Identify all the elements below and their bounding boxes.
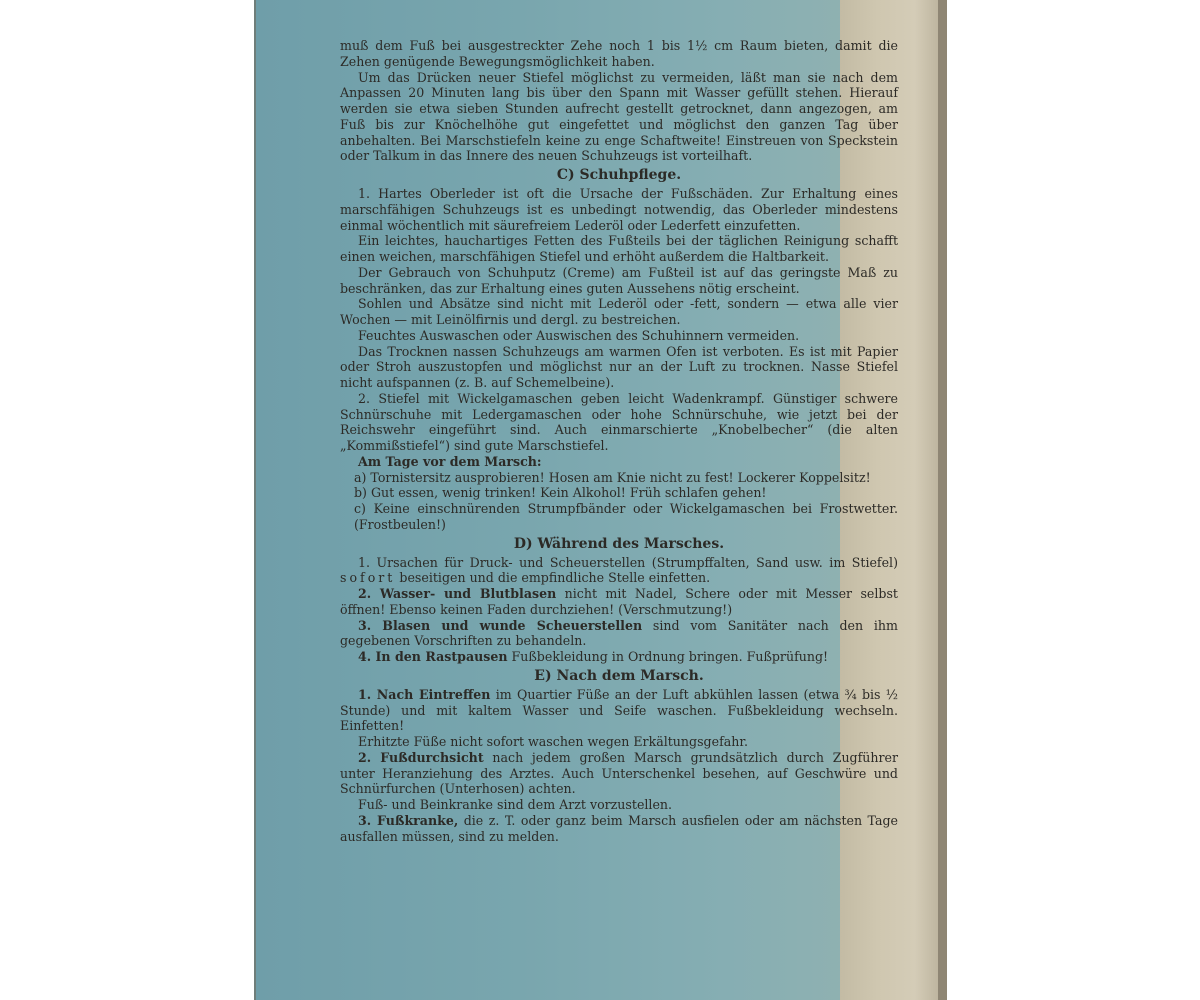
section-e-paragraph-4: Fuß- und Beinkranke sind dem Arzt vorzustellen. bbox=[358, 797, 673, 812]
section-d-paragraph-3: 3. Blasen und wunde Scheuerstellen sind vom Sanitäter nach den ihm gegebenen Vorschriften zu behandeln. bbox=[340, 617, 898, 649]
section-e-paragraph-1: 1. Nach Eintreffen im Quartier Füße an der Luft abkühlen lassen (etwa ¾ bis ½ Stunde) und mit kaltem Wasser und Seife waschen. Fußbekleidung wechseln. Einfetten! bbox=[340, 686, 898, 734]
section-c-paragraph-1: 1. Hartes Oberleder ist oft die Ursache der Fußschäden. Zur Erhaltung eines marschfähigen Schuhzeugs ist es unbedingt notwendig, das Oberleder mindestens einmal wöchentlich mit säurefreiem Lederöl oder Lederfett einzufetten. bbox=[340, 186, 898, 233]
intro-paragraph-2: Um das Drücken neuer Stiefel möglichst zu vermeiden, läßt man sie nach dem Anpassen 20 Minuten lang bis über den Spann mit Wasser gefüllt stehen. Hierauf werden sie etwa sieben Stunden aufrecht gestellt getrocknet, dann angezogen, am Fuß bis zur Knöchelhöhe gut eingefettet und möglichst den ganzen Tag über anbehalten. Bei Marschstiefeln keine zu enge Schaftweite! Einstreuen von Speckstein oder Talkum in das Innere des neuen Schuhzeugs ist vorteilhaft. bbox=[340, 69, 898, 164]
section-e-heading: E) Nach dem Marsch. bbox=[534, 667, 704, 684]
section-e-paragraph-3: 2. Fußdurchsicht nach jedem großen Marsch grundsätzlich durch Zugführer unter Heranziehung des Arztes. Auch Unterschenkel besehen, auf Geschwüre und Schnürfurchen (Unterhosen) achten. bbox=[340, 749, 898, 797]
section-c-paragraph-6: Das Trocknen nassen Schuhzeugs am warmen Ofen ist verboten. Es ist mit Papier oder Stroh auszustopfen und möglichst nur an der Luft zu trocknen. Nasse Stiefel nicht aufspannen (z. B. auf Schemelbeine). bbox=[340, 343, 898, 390]
section-d-paragraph-4: 4. In den Rastpausen Fußbekleidung in Ordnung bringen. Fußprüfung! bbox=[358, 649, 829, 664]
section-c-paragraph-5: Feuchtes Auswaschen oder Auswischen des Schuhinnern vermeiden. bbox=[358, 327, 800, 343]
section-e-paragraph-5: 3. Fußkranke, die z. T. oder ganz beim Marsch ausfielen oder am nächsten Tage ausfallen müssen, sind zu melden. bbox=[340, 812, 898, 844]
intro-paragraph-1: muß dem Fuß bei ausgestreckter Zehe noch 1 bis 1½ cm Raum bieten, damit die Zehen genügende Bewegungsmöglichkeit haben. bbox=[340, 38, 898, 69]
section-d-paragraph-1: 1. Ursachen für Druck- und Scheuerstellen (Strumpffalten, Sand usw. im Stiefel) sofort beseitigen und die empfindliche Stelle einfetten. bbox=[340, 554, 898, 586]
eve-item-c: c) Keine einschnürenden Strumpfbänder oder Wickelgamaschen bei Frostwetter. (Frostbeulen!) bbox=[354, 501, 898, 532]
section-c-heading: C) Schuhpflege. bbox=[556, 167, 682, 183]
section-d-paragraph-2: 2. Wasser- und Blutblasen nicht mit Nadel, Schere oder mit Messer selbst öffnen! Ebenso keinen Faden durchziehen! (Verschmutzung!) bbox=[340, 586, 898, 617]
eve-item-b: b) Gut essen, wenig trinken! Kein Alkohol! Früh schlafen gehen! bbox=[354, 485, 767, 501]
eve-of-march-heading: Am Tage vor dem Marsch: bbox=[358, 453, 542, 469]
section-e-paragraph-2: Erhitzte Füße nicht sofort waschen wegen Erkältungsgefahr. bbox=[358, 734, 748, 749]
spine-edge bbox=[938, 0, 947, 1000]
printed-text bbox=[340, 38, 898, 844]
section-c-paragraph-7: 2. Stiefel mit Wickelgamaschen geben leicht Wadenkrampf. Günstiger schwere Schnürschuhe mit Ledergamaschen oder hohe Schnürschuhe, wie jetzt bei der Reichswehr eingeführt sind. Auch einmarschierte „Knobelbecher“ (die alten „Kommißstiefel“) sind gute Marschstiefel. bbox=[340, 390, 898, 453]
eve-item-a: a) Tornistersitz ausprobieren! Hosen am Knie nicht zu fest! Lockerer Koppelsitz! bbox=[354, 469, 871, 485]
section-c-paragraph-3: Der Gebrauch von Schuhputz (Creme) am Fußteil ist auf das geringste Maß zu beschränken, das zur Erhaltung eines guten Aussehens nötig erscheint. bbox=[340, 264, 898, 296]
section-d-heading: D) Während des Marsches. bbox=[513, 535, 725, 552]
section-c-paragraph-2: Ein leichtes, hauchartiges Fetten des Fußteils bei der täglichen Reinigung schafft einen weichen, marschfähigen Stiefel und erhöht außerdem die Haltbarkeit. bbox=[340, 233, 898, 264]
section-c-paragraph-4: Sohlen und Absätze sind nicht mit Lederöl oder -fett, sondern — etwa alle vier Wochen — mit Leinölfirnis und dergl. zu bestreichen. bbox=[340, 296, 898, 327]
